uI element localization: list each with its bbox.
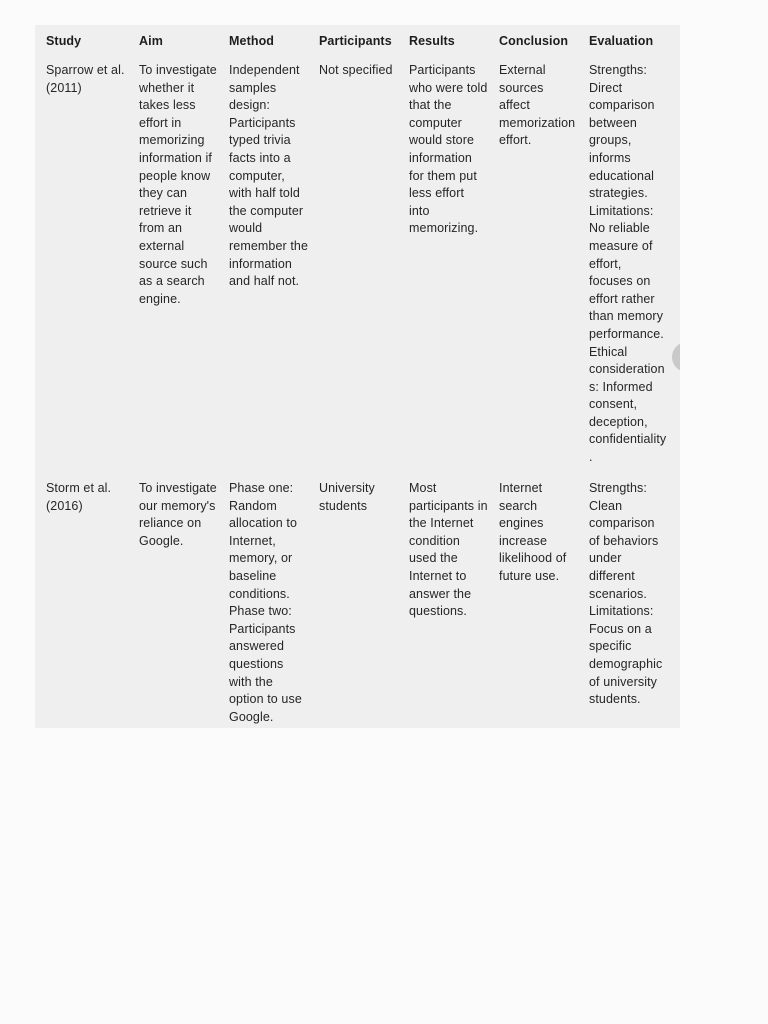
page-edge xyxy=(680,338,700,378)
column-header-evaluation: Evaluation xyxy=(589,34,654,48)
column-header-results: Results xyxy=(409,34,455,48)
row-2-aim: To investigate our memory's reliance on Google. xyxy=(139,481,217,548)
row-1-conclusion: External sources affect memorization effort. xyxy=(499,63,576,148)
row-2-evaluation: Strengths: Clean comparison of behaviors under different scenarios. Limitations: Focus on a specific demographic of university students. xyxy=(589,481,663,707)
study-table xyxy=(35,25,680,728)
column-header-method: Method xyxy=(229,34,275,48)
row-1-evaluation: Strengths: Direct comparison between groups, informs educational strategies. Limitations: No reliable measure of effort, focuses on effort rather than memory performance. Ethical consideration s: Informed consent, deception, confidentiality . xyxy=(589,63,667,465)
column-header-aim: Aim xyxy=(139,34,163,48)
row-2-method: Phase one: Random allocation to Internet, memory, or baseline conditions. Phase two: Participants answered questions with the option to use Google. xyxy=(229,481,302,724)
column-header-study: Study xyxy=(46,34,82,48)
row-2-conclusion: Internet search engines increase likelihood of future use. xyxy=(499,481,567,583)
row-1-aim: To investigate whether it takes less effort in memorizing information if people know they can retrieve it from an external source such as a search engine. xyxy=(139,63,217,306)
row-1-participants: Not specified xyxy=(319,63,393,77)
row-2-participants: University students xyxy=(319,481,375,513)
row-1-results: Participants who were told that the computer would store information for them put less effort into memorizing. xyxy=(409,63,488,236)
row-1-study: Sparrow et al. (2011) xyxy=(46,63,125,95)
column-header-conclusion: Conclusion xyxy=(499,34,569,48)
row-1-method: Independent samples design: Participants typed trivia facts into a computer, with half told the computer would remember the information and half not. xyxy=(229,63,309,289)
row-2-study: Storm et al. (2016) xyxy=(46,481,112,513)
row-2-results: Most participants in the Internet condition used the Internet to answer the questions. xyxy=(409,481,488,619)
column-header-participants: Participants xyxy=(319,34,392,48)
